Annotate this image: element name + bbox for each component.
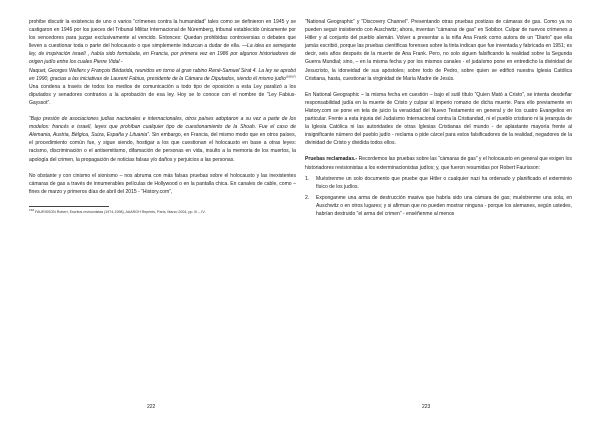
footnote-number: 168 <box>29 207 35 212</box>
section-heading-pruebas: Pruebas reclamadas.- <box>305 156 358 163</box>
left-p3-text: Sin embargo, en Francia, del mismo modo que en otros países, el procedimiento común fue, y sigue siendo, hostigar a los que cuestionan el holocausto en base a otras leyes: racismo, discriminación o el antisemitismo, difamación de personas en vida, insulto a la memoria de los muertos, la apología del crimen, la propagación de noticias falsas y/o daños y perjuicios a las personas. <box>29 132 296 163</box>
list-item-text: Muéstrenme un solo documento que pruebe que Hitler o cualquier nazi ha ordenado y planificado el exterminio físico de los judíos. <box>316 175 572 190</box>
left-p1-text: prohibe discutir la existencia de uno o varios “crímenes contra la humanidad” tales como se definieron en 1945 y se castigaron en 1946 por los jueces del Tribunal Militar Internacional de Núremberg, tribunal establecido únicamente por los vencedores para juzgar exclusivamente al vencido. Entonces: Quedan prohibidas controversias o debates que lleven a cuestionar toda o parte del holocausto o que simplemente induzcan a dudar de ella. <box>29 19 296 50</box>
left-paragraph-2 <box>29 67 296 107</box>
list-item-text: Exponganme una arma de destrucción masiva que habría sido una cámara de gas; muéstrenme una sola, en Auschwitz o en otros lugares; y si afirman que no pueden mostrar ninguna - porque los alemanes, según ustedes, habrían destruido “el arma del crimen” - enséñenme al menos <box>316 194 572 217</box>
list-item-number: 1. <box>305 175 310 182</box>
footnote-divider <box>29 206 109 207</box>
right-page <box>305 18 572 218</box>
left-paragraph-1 <box>29 18 296 67</box>
right-paragraph-2: En National Geographic – la misma fecha en cuestión – bajo el sutil título “Quien Mató a Cristo”, se intenta desdeñar responsabilidad judía en la muerte de Cristo y culpar al imperio romano de dicha muerte. Para ello previamente en History.com se pone en tela de juicio la veracidad del Nuevo Testamento en general y de los cuatro Evangelios en particular. Frente a esta injuria del Judaísmo Internacional contra la Cristiandad, ni el pueblo cristiano ni la jerarquía de la Iglesia Católica ni las autoridades de otras Iglesias Cristianas del mundo - de aplastante mayoría frente al insignificante número del pueblo judío - reclama o pide cárcel para estos falsificadores de la realidad, negadores de la divinidad de Cristo y dividida todos ellos. <box>305 91 572 147</box>
left-p2-footnote-ref[interactable]: (168)(*) <box>285 73 296 78</box>
list-item <box>305 175 572 191</box>
right-p3-text: Recordemos las pruebas sobre las “cámaras de gas” y el holocausto en general que exigen los historiadores revisionistas a los exterminacionistas judíos; y, que fueron resumidas por Robert Faurisson: <box>305 156 572 171</box>
left-page-number: 222 <box>147 404 156 410</box>
footnote-text: FAURISSON Robert, Escritos revisionistas (1974-1998), AAARGH Reprints, París, Marzo 2004, pp. III – IV. <box>34 209 206 214</box>
left-p2-text: Una condena a través de todos los medios de comunicación a todo tipo de oposición a esta Ley paralizó a los diputados y senadores contrarios a la aprobación de esa ley. Hoy se lo conoce con el nombre de “Ley Fabius-Gayssot”. <box>29 83 296 106</box>
left-paragraph-4: No obstante y con cinismo el sionismo – nos abruma con más falsas pruebas sobre el holocausto y las inexistentes cámaras de gas a través de innumerables películas de Hollywood o en la pantalla chica. En canales de cable, como – fines de marzo y primeros días de abril del 2015 - “History.com”, <box>29 172 296 195</box>
right-page-number: 223 <box>422 404 431 410</box>
left-p2-quote: Naquet, Georges Wellers y François Bédarida, reunidos en torno al gran rabino René-Samuel Sirat 4. La ley se aprobó en 1990, gracias a las iniciativas de Laurent Fabius, presidente de la Cámara de Diputados, siendo él mismo judío <box>29 67 296 82</box>
list-item <box>305 194 572 218</box>
left-paragraph-3 <box>29 115 296 164</box>
left-p3-quote: “Bajo presión de asociaciones judías nacionales e internacionales, otros países adoptaron a su vez a parte de los modelos: francés e israelí, leyes que prohíban cualquier tipo de cuestionamiento de la Shoah. Fue el caso de Alemania, Austria, Bélgica, Suiza, España y Lituania”. <box>29 116 296 139</box>
left-page <box>29 18 296 215</box>
footnote <box>29 209 296 215</box>
left-p1-quote: —La idea es semejante ley, de inspiración israelí , había sido formulada, en Francia, por primera vez en 1986 por algunos historiadores de origen judío entre los cuales Pierre Vidal - <box>29 43 296 66</box>
evidence-list <box>305 175 572 218</box>
right-paragraph-1: “National Geographic” y “Discovery Channel”. Presentando otras pruebas postizas de cámaras de gas. Como ya no pueden seguir insistiendo con Auschwitz; ahora, inventan “cámaras de gas” en Sobibor. Culpar de nuevos crímenes a Hitler y al conjunto del pueblo alemán. Volver a presentar a la niña Ana Frank como autora de un “Diario” que ella jamás escribió, porque las pruebas científicas forenses sobre la tinta indican que fue inventada y fabricada en 1951; es decir, seis años después de la muerte de Ana Frank. Pero, no solo siguen falsificando la realidad sobre la Segunda Guerra Mundial; sino, – en la misma fecha y por los mismos canales - el judaísmo pone en entredicho la divinidad de Jesucristo, la idoneidad de sus apóstoles; sobre todo de Pedro, sobre quien se edificó nuestra Iglesia Católica Cristiana, hasta, cuestionar la virginidad de María Madre de Jesús. <box>305 19 572 82</box>
right-paragraph-3 <box>305 155 572 171</box>
list-item-number: 2. <box>305 194 310 201</box>
